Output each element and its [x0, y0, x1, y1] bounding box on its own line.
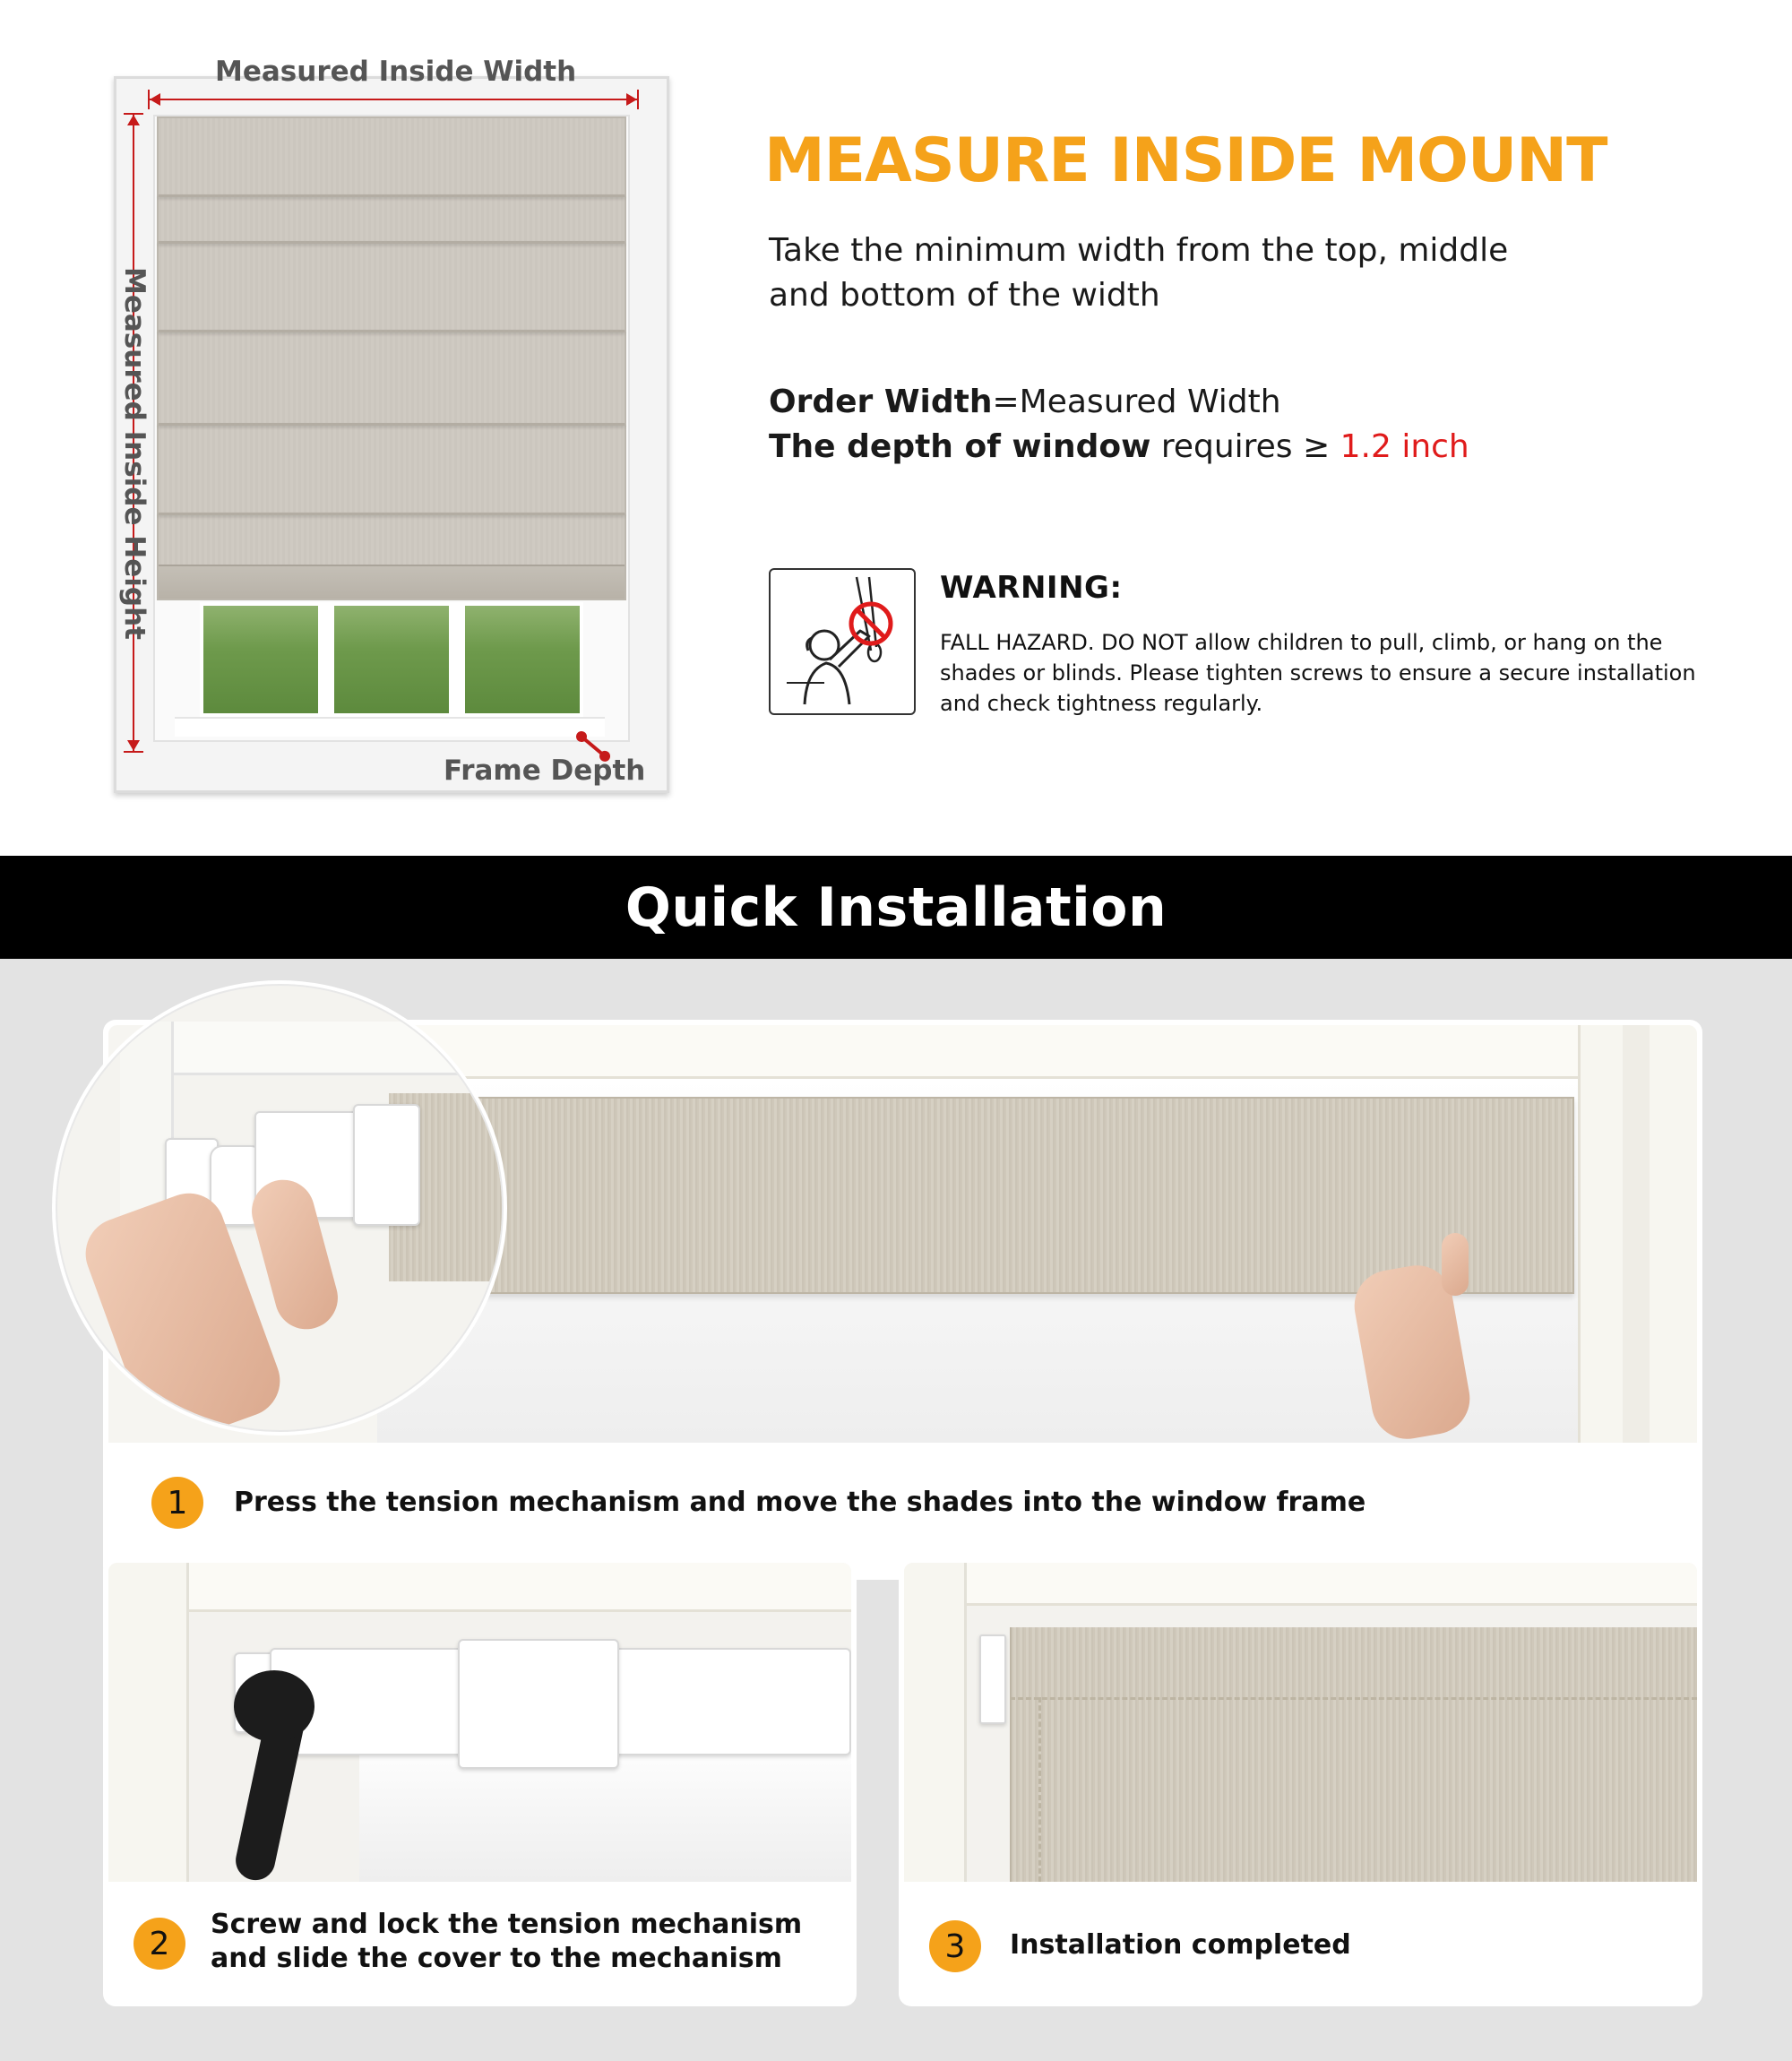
- warning-text: FALL HAZARD. DO NOT allow children to pull, climb, or hang on the shades or blinds. Please tighten screws to ensure a secure installation and check tightness regularly.: [940, 630, 1696, 716]
- window-sill: [175, 717, 605, 737]
- measure-title: MEASURE INSIDE MOUNT: [764, 125, 1607, 196]
- order-width-label: Order Width: [769, 384, 993, 420]
- step-3-text: Installation completed: [1010, 1929, 1351, 1961]
- shade-fabric: [413, 1097, 1574, 1294]
- window-depth-value: 1.2 inch: [1340, 428, 1469, 465]
- window-depth-line: [769, 428, 1469, 465]
- quick-installation-banner: [0, 856, 1792, 959]
- inside-height-label: Measured Inside Height: [118, 267, 151, 640]
- order-width-line: [769, 384, 1281, 420]
- measure-section: [0, 0, 1792, 856]
- installed-shade: [1010, 1627, 1697, 1882]
- order-width-value: =Measured Width: [992, 384, 1281, 420]
- roman-shade-illustration: [157, 116, 626, 600]
- step-3-card: [899, 1557, 1702, 2006]
- quick-installation-title: Quick Installation: [625, 875, 1167, 939]
- window-depth-requires: requires ≥: [1150, 428, 1340, 465]
- window-depth-label: The depth of window: [769, 428, 1151, 465]
- tension-mechanism-zoom: [56, 984, 504, 1432]
- measure-description: Take the minimum width from the top, middle and bottom of the width: [769, 232, 1509, 314]
- installation-section: [0, 959, 1792, 2061]
- step-3-photo: [904, 1563, 1697, 1882]
- step-2-card: [103, 1557, 857, 2006]
- step-1-card: [103, 1020, 1702, 1580]
- step-1-text: Press the tension mechanism and move the shades into the window frame: [234, 1487, 1366, 1518]
- tension-bracket: [979, 1634, 1006, 1724]
- inside-width-label: Measured Inside Width: [215, 56, 577, 88]
- step-1-number: 1: [151, 1477, 203, 1529]
- frame-depth-label: Frame Depth: [444, 755, 646, 787]
- step-2-number: 2: [134, 1918, 185, 1970]
- step-2-text: Screw and lock the tension mechanism and slide the cover to the mechanism: [211, 1909, 803, 1974]
- width-arrow: [148, 99, 639, 100]
- no-child-pulling-cord-icon: [769, 568, 916, 715]
- warning-title: WARNING:: [940, 570, 1123, 606]
- step-2-photo: [108, 1563, 851, 1882]
- headrail-cover: [458, 1639, 619, 1769]
- window-panes: [200, 602, 583, 717]
- window-measure-diagram: [67, 54, 676, 806]
- step-3-number: 3: [929, 1920, 981, 1972]
